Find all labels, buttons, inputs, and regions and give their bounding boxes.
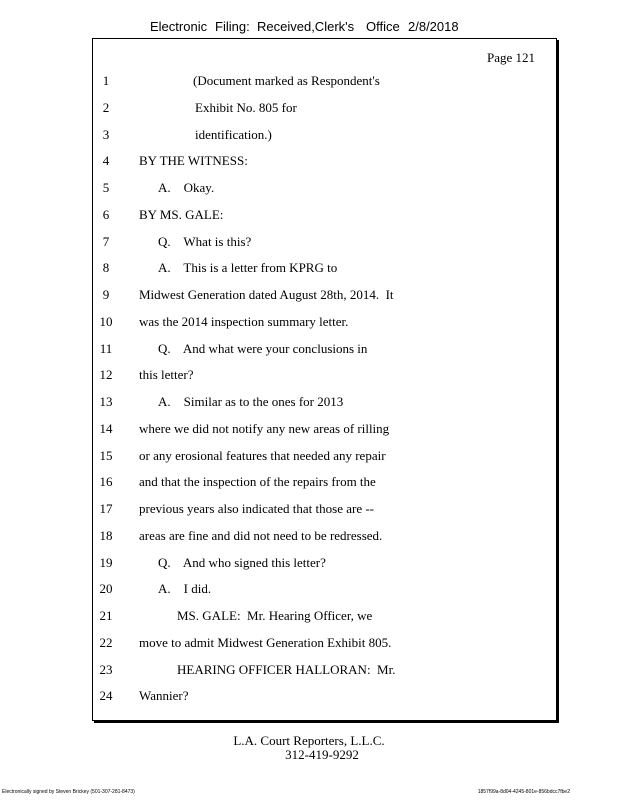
line-text: Q. And who signed this letter? <box>158 554 326 570</box>
line-number: 3 <box>102 126 110 142</box>
transcript-line <box>0 581 520 597</box>
header-date: 2/8/2018 <box>408 19 459 34</box>
line-text: Midwest Generation dated August 28th, 2014. It <box>139 287 394 302</box>
transcript-line <box>0 341 520 357</box>
transcript-line <box>0 555 520 571</box>
transcript-line <box>0 153 520 169</box>
line-text: A. Okay. <box>158 180 215 195</box>
line-number: 7 <box>102 233 110 249</box>
line-text: previous years also indicated that those are -- <box>139 501 374 516</box>
page-number: Page 121 <box>487 50 536 65</box>
line-number: 4 <box>102 153 110 169</box>
line-text: MS. GALE: Mr. Hearing Officer, we <box>177 608 373 623</box>
transcript-line <box>0 474 520 490</box>
line-number: 12 <box>99 367 113 383</box>
signature-note: Electronically signed by Steven Brickey (501-307-281-8473) <box>2 789 135 795</box>
transcript-line <box>0 314 520 330</box>
transcript-line <box>0 260 520 276</box>
line-text: BY MS. GALE: <box>139 206 224 222</box>
line-number: 1 <box>102 73 110 88</box>
transcript-line <box>0 180 520 196</box>
reporter-company: L.A. Court Reporters, L.L.C. <box>233 733 385 748</box>
header-word-office: Office <box>366 19 400 34</box>
line-text: Q. And what were your conclusions in <box>158 340 368 356</box>
transcript-line <box>0 287 520 303</box>
transcript-line <box>0 688 520 704</box>
line-number: 13 <box>99 394 113 409</box>
line-number: 22 <box>99 634 113 650</box>
line-number: 16 <box>99 474 113 490</box>
line-number: 20 <box>99 581 113 597</box>
line-text: and that the inspection of the repairs from the <box>139 474 376 490</box>
line-number: 11 <box>99 340 113 356</box>
transcript-line <box>0 421 520 437</box>
line-number: 18 <box>99 527 113 543</box>
line-text: where we did not notify any new areas of rilling <box>139 420 390 436</box>
line-text: BY THE WITNESS: <box>139 153 248 169</box>
transcript-line <box>0 127 520 143</box>
line-number: 24 <box>99 688 113 704</box>
transcript-line <box>0 234 520 250</box>
transcript-line <box>0 528 520 544</box>
line-text: A. This is a letter from KPRG to <box>158 260 338 276</box>
line-text: Wannier? <box>139 688 189 704</box>
transcript-line <box>0 662 520 678</box>
line-text: Q. What is this? <box>158 233 252 249</box>
header-word-received: Received,Clerk's <box>257 19 355 34</box>
line-number: 10 <box>99 313 113 329</box>
reporter-phone: 312-419-9292 <box>285 747 359 762</box>
line-number: 8 <box>102 260 110 276</box>
transcript-line <box>0 448 520 464</box>
line-number: 17 <box>99 501 113 516</box>
line-number: 5 <box>102 180 110 195</box>
line-text: HEARING OFFICER HALLORAN: Mr. <box>177 661 396 677</box>
transcript-line <box>0 501 520 517</box>
transcript-line <box>0 367 520 383</box>
header-word-filing: Filing: <box>215 19 250 34</box>
line-number: 23 <box>99 661 113 677</box>
line-number: 19 <box>99 554 113 570</box>
line-number: 9 <box>102 287 110 302</box>
transcript-line <box>0 635 520 651</box>
line-text: (Document marked as Respondent's <box>193 73 380 88</box>
line-text: this letter? <box>139 367 194 383</box>
line-text: Exhibit No. 805 for <box>195 99 297 115</box>
line-text: move to admit Midwest Generation Exhibit 805. <box>139 634 392 650</box>
transcript-line <box>0 207 520 223</box>
line-number: 14 <box>99 420 113 436</box>
line-text: identification.) <box>195 126 272 142</box>
line-text: was the 2014 inspection summary letter. <box>139 313 349 329</box>
transcript-line <box>0 394 520 410</box>
document-hash: 1857f99a-8d04-4245-801e-856bdcc7fbe2 <box>477 789 570 795</box>
line-number: 15 <box>99 447 113 463</box>
line-number: 2 <box>102 99 110 115</box>
line-text: or any erosional features that needed any repair <box>139 447 386 463</box>
line-number: 21 <box>99 608 113 623</box>
line-text: areas are fine and did not need to be redressed. <box>139 527 383 543</box>
transcript-line <box>0 73 520 89</box>
header-word-electronic: Electronic <box>150 19 208 34</box>
transcript-line <box>0 100 520 116</box>
line-number: 6 <box>102 206 110 222</box>
transcript-line <box>0 608 520 624</box>
line-text: A. Similar as to the ones for 2013 <box>158 394 344 409</box>
line-text: A. I did. <box>158 581 212 597</box>
